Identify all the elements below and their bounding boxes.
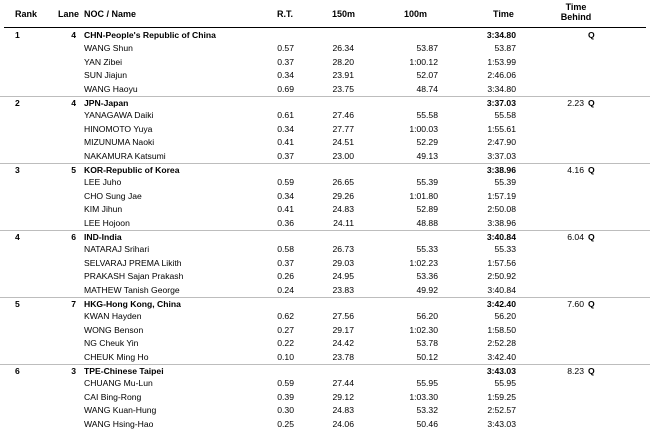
- team-time: 3:40.84: [486, 232, 516, 242]
- team-rank: 3: [15, 165, 20, 175]
- swimmer-split-100m: 56.20: [416, 311, 438, 322]
- swimmer-name: WANG Haoyu: [84, 83, 138, 94]
- swimmer-split-150m: 24.83: [332, 405, 354, 416]
- swimmer-name: CAI Bing-Rong: [84, 391, 142, 402]
- swimmer-row: [0, 203, 650, 216]
- swimmer-cumulative-time: 55.95: [494, 378, 516, 389]
- team-lane: 6: [71, 232, 76, 242]
- swimmer-name: KIM Jihun: [84, 204, 123, 215]
- swimmer-name: LEE Juho: [84, 177, 122, 188]
- swimmer-cumulative-time: 2:52.57: [487, 405, 516, 416]
- team-row: [0, 163, 650, 177]
- team-noc: CHN-People's Republic of China: [84, 30, 216, 40]
- qualified-mark: Q: [588, 30, 595, 40]
- swimmer-name: YANAGAWA Daiki: [84, 110, 154, 121]
- swimmer-reaction-time: 0.37: [277, 257, 294, 268]
- swimmer-reaction-time: 0.30: [277, 405, 294, 416]
- swimmer-reaction-time: 0.34: [277, 123, 294, 134]
- team-row: [0, 230, 650, 244]
- swimmer-reaction-time: 0.59: [277, 177, 294, 188]
- team-noc: HKG-Hong Kong, China: [84, 299, 181, 309]
- team-noc: KOR-Republic of Korea: [84, 165, 180, 175]
- swimmer-split-150m: 23.91: [332, 70, 354, 81]
- swimmer-name: CHO Sung Jae: [84, 190, 142, 201]
- swimmer-split-150m: 24.83: [332, 204, 354, 215]
- swimmer-cumulative-time: 53.87: [494, 43, 516, 54]
- swimmer-split-100m: 1:03.30: [409, 391, 438, 402]
- swimmer-cumulative-time: 3:42.40: [487, 351, 516, 362]
- swimmer-row: [0, 150, 650, 163]
- swimmer-name: WANG Kuan-Hung: [84, 405, 157, 416]
- swimmer-row: [0, 217, 650, 230]
- header-time: Time: [493, 9, 514, 19]
- swimmer-name: CHUANG Mu-Lun: [84, 378, 153, 389]
- swimmer-cumulative-time: 2:50.92: [487, 271, 516, 282]
- swimmer-split-150m: 29.12: [332, 391, 354, 402]
- swimmer-cumulative-time: 2:50.08: [487, 204, 516, 215]
- swimmer-reaction-time: 0.61: [277, 110, 294, 121]
- swimmer-row: [0, 377, 650, 390]
- swimmer-cumulative-time: 3:37.03: [487, 150, 516, 161]
- swimmer-row: [0, 243, 650, 256]
- swimmer-reaction-time: 0.36: [277, 217, 294, 228]
- swimmer-split-150m: 23.83: [332, 284, 354, 295]
- swimmer-split-100m: 48.88: [416, 217, 438, 228]
- team-lane: 7: [71, 299, 76, 309]
- swimmer-row: [0, 42, 650, 55]
- swimmer-row: [0, 391, 650, 404]
- swimmer-reaction-time: 0.24: [277, 284, 294, 295]
- swimmer-split-150m: 26.34: [332, 43, 354, 54]
- swimmer-split-150m: 28.20: [332, 56, 354, 67]
- swimmer-row: [0, 351, 650, 364]
- header-lane: Lane: [58, 9, 80, 19]
- swimmer-cumulative-time: 2:52.28: [487, 338, 516, 349]
- team-row: [0, 29, 650, 42]
- swimmer-split-100m: 49.92: [416, 284, 438, 295]
- team-row: [0, 364, 650, 378]
- swimmer-name: HINOMOTO Yuya: [84, 123, 153, 134]
- swimmer-split-100m: 53.87: [416, 43, 438, 54]
- swimmer-row: [0, 270, 650, 283]
- swimmer-name: CHEUK Ming Ho: [84, 351, 149, 362]
- swimmer-row: [0, 324, 650, 337]
- swimmer-split-150m: 27.46: [332, 110, 354, 121]
- swimmer-split-150m: 27.77: [332, 123, 354, 134]
- team-time-behind: 2.23: [567, 98, 584, 108]
- swimmer-row: [0, 56, 650, 69]
- swimmer-row: [0, 176, 650, 189]
- swimmer-row: [0, 136, 650, 149]
- header-time-behind-line1: Time: [565, 2, 587, 12]
- swimmer-cumulative-time: 1:57.56: [487, 257, 516, 268]
- team-noc: JPN-Japan: [84, 98, 129, 108]
- swimmer-row: [0, 404, 650, 417]
- team-time: 3:38.96: [486, 165, 516, 175]
- swimmer-split-100m: 1:00.03: [409, 123, 438, 134]
- qualified-mark: Q: [588, 98, 595, 108]
- team-lane: 4: [71, 98, 76, 108]
- team-lane: 5: [71, 165, 76, 175]
- swimmer-split-150m: 24.11: [333, 217, 354, 228]
- header-150m: 150m: [332, 9, 356, 19]
- swimmer-reaction-time: 0.62: [277, 311, 294, 322]
- swimmer-split-150m: 26.73: [332, 244, 354, 255]
- swimmer-split-100m: 55.33: [416, 244, 438, 255]
- swimmer-split-150m: 24.42: [332, 338, 354, 349]
- swimmer-name: SUN Jiajun: [84, 70, 127, 81]
- team-row: [0, 96, 650, 110]
- team-noc: IND-India: [84, 232, 122, 242]
- swimmer-reaction-time: 0.37: [277, 150, 294, 161]
- swimmer-name: NG Cheuk Yin: [84, 338, 139, 349]
- header-100m: 100m: [404, 9, 428, 19]
- swimmer-reaction-time: 0.59: [277, 378, 294, 389]
- swimmer-cumulative-time: 55.58: [494, 110, 516, 121]
- team-rank: 2: [15, 98, 20, 108]
- swimmer-split-100m: 55.39: [416, 177, 438, 188]
- swimmer-reaction-time: 0.27: [277, 324, 294, 335]
- team-row: [0, 297, 650, 311]
- header-reaction-time: R.T.: [277, 9, 294, 19]
- swimmer-cumulative-time: 2:47.90: [487, 137, 516, 148]
- swimmer-name: KWAN Hayden: [84, 311, 142, 322]
- swimmer-cumulative-time: 1:58.50: [487, 324, 516, 335]
- swimmer-split-150m: 23.75: [332, 83, 354, 94]
- team-time: 3:42.40: [486, 299, 516, 309]
- swimmer-cumulative-time: 3:34.80: [487, 83, 516, 94]
- swimmer-split-100m: 1:02.23: [409, 257, 438, 268]
- swimmer-reaction-time: 0.69: [277, 83, 294, 94]
- team-time: 3:37.03: [486, 98, 516, 108]
- swimmer-cumulative-time: 1:59.25: [487, 391, 516, 402]
- swimmer-reaction-time: 0.37: [277, 56, 294, 67]
- swimmer-reaction-time: 0.41: [277, 204, 294, 215]
- swimmer-split-150m: 29.26: [332, 190, 354, 201]
- swimmer-split-100m: 52.89: [416, 204, 438, 215]
- swimmer-split-100m: 52.07: [416, 70, 438, 81]
- swimmer-reaction-time: 0.57: [277, 43, 294, 54]
- swimmer-cumulative-time: 55.33: [494, 244, 516, 255]
- team-rank: 5: [15, 299, 20, 309]
- swimmer-split-100m: 1:01.80: [409, 190, 438, 201]
- team-time-behind: 7.60: [567, 299, 584, 309]
- swimmer-row: [0, 69, 650, 82]
- swimmer-split-150m: 26.65: [332, 177, 354, 188]
- swimmer-reaction-time: 0.22: [277, 338, 294, 349]
- qualified-mark: Q: [588, 299, 595, 309]
- swimmer-name: WANG Hsing-Hao: [84, 418, 154, 429]
- swimmer-split-150m: 27.44: [332, 378, 354, 389]
- swimmer-split-150m: 27.56: [332, 311, 354, 322]
- swimmer-name: NATARAJ Srihari: [84, 244, 150, 255]
- swimmer-split-100m: 1:02.30: [409, 324, 438, 335]
- team-time-behind: 4.16: [567, 165, 584, 175]
- swimmer-name: WONG Benson: [84, 324, 144, 335]
- swimmer-name: WANG Shun: [84, 43, 133, 54]
- swimmer-reaction-time: 0.39: [277, 391, 294, 402]
- swimmer-row: [0, 257, 650, 270]
- swimmer-reaction-time: 0.41: [277, 137, 294, 148]
- swimmer-row: [0, 418, 650, 431]
- swimmer-name: MIZUNUMA Naoki: [84, 137, 155, 148]
- qualified-mark: Q: [588, 232, 595, 242]
- swimmer-name: PRAKASH Sajan Prakash: [84, 271, 184, 282]
- swimmer-split-100m: 52.29: [416, 137, 438, 148]
- swimmer-cumulative-time: 3:43.03: [487, 418, 516, 429]
- swimmer-split-150m: 29.17: [332, 324, 354, 335]
- swimmer-cumulative-time: 56.20: [494, 311, 516, 322]
- swimmer-reaction-time: 0.10: [277, 351, 294, 362]
- swimmer-reaction-time: 0.34: [277, 70, 294, 81]
- swimmer-split-150m: 29.03: [332, 257, 354, 268]
- swimmer-cumulative-time: 3:40.84: [487, 284, 516, 295]
- swimmer-split-100m: 49.13: [416, 150, 438, 161]
- swimmer-reaction-time: 0.34: [277, 190, 294, 201]
- qualified-mark: Q: [588, 366, 595, 376]
- swimmer-split-100m: 53.36: [416, 271, 438, 282]
- swimmer-split-100m: 55.95: [416, 378, 438, 389]
- team-rank: 4: [15, 232, 20, 242]
- swimmer-split-150m: 23.00: [332, 150, 354, 161]
- header-rank: Rank: [15, 9, 38, 19]
- swimmer-row: [0, 284, 650, 297]
- swimmer-split-100m: 53.32: [416, 405, 438, 416]
- swimmer-name: MATHEW Tanish George: [84, 284, 180, 295]
- swimmer-reaction-time: 0.58: [277, 244, 294, 255]
- swimmer-row: [0, 109, 650, 122]
- team-time: 3:43.03: [486, 366, 516, 376]
- team-lane: 4: [71, 30, 76, 40]
- swimmer-split-100m: 48.74: [416, 83, 438, 94]
- swimmer-name: LEE Hojoon: [84, 217, 130, 228]
- swimmer-split-100m: 1:00.12: [409, 56, 438, 67]
- swimmer-cumulative-time: 1:55.61: [487, 123, 516, 134]
- team-noc: TPE-Chinese Taipei: [84, 366, 164, 376]
- swimmer-reaction-time: 0.25: [277, 418, 294, 429]
- swimmer-split-150m: 24.06: [332, 418, 354, 429]
- swimmer-name: YAN Zibei: [84, 56, 123, 67]
- swimmer-row: [0, 190, 650, 203]
- swimmer-split-150m: 24.51: [332, 137, 354, 148]
- team-rank: 6: [15, 366, 20, 376]
- header-time-behind-line2: Behind: [560, 12, 592, 22]
- swimmer-reaction-time: 0.26: [277, 271, 294, 282]
- swimmer-cumulative-time: 1:53.99: [487, 56, 516, 67]
- swimmer-cumulative-time: 55.39: [494, 177, 516, 188]
- swimmer-name: SELVARAJ PREMA Likith: [84, 257, 182, 268]
- team-rank: 1: [15, 30, 20, 40]
- header-divider: [4, 27, 646, 28]
- swimmer-split-100m: 55.58: [416, 110, 438, 121]
- swimmer-split-100m: 53.78: [416, 338, 438, 349]
- results-header: [0, 0, 650, 26]
- swimmer-split-100m: 50.12: [416, 351, 438, 362]
- qualified-mark: Q: [588, 165, 595, 175]
- swimmer-cumulative-time: 3:38.96: [487, 217, 516, 228]
- swimmer-row: [0, 123, 650, 136]
- swimmer-name: NAKAMURA Katsumi: [84, 150, 166, 161]
- swimmer-row: [0, 83, 650, 96]
- swimmer-row: [0, 337, 650, 350]
- team-lane: 3: [71, 366, 76, 376]
- header-noc-name: NOC / Name: [84, 9, 137, 19]
- swimmer-split-100m: 50.46: [416, 418, 438, 429]
- swimmer-row: [0, 310, 650, 323]
- swimmer-split-150m: 23.78: [332, 351, 354, 362]
- team-time-behind: 6.04: [567, 232, 584, 242]
- swimmer-split-150m: 24.95: [332, 271, 354, 282]
- team-time: 3:34.80: [486, 30, 516, 40]
- team-time-behind: 8.23: [567, 366, 584, 376]
- swimmer-cumulative-time: 1:57.19: [487, 190, 516, 201]
- swimmer-cumulative-time: 2:46.06: [487, 70, 516, 81]
